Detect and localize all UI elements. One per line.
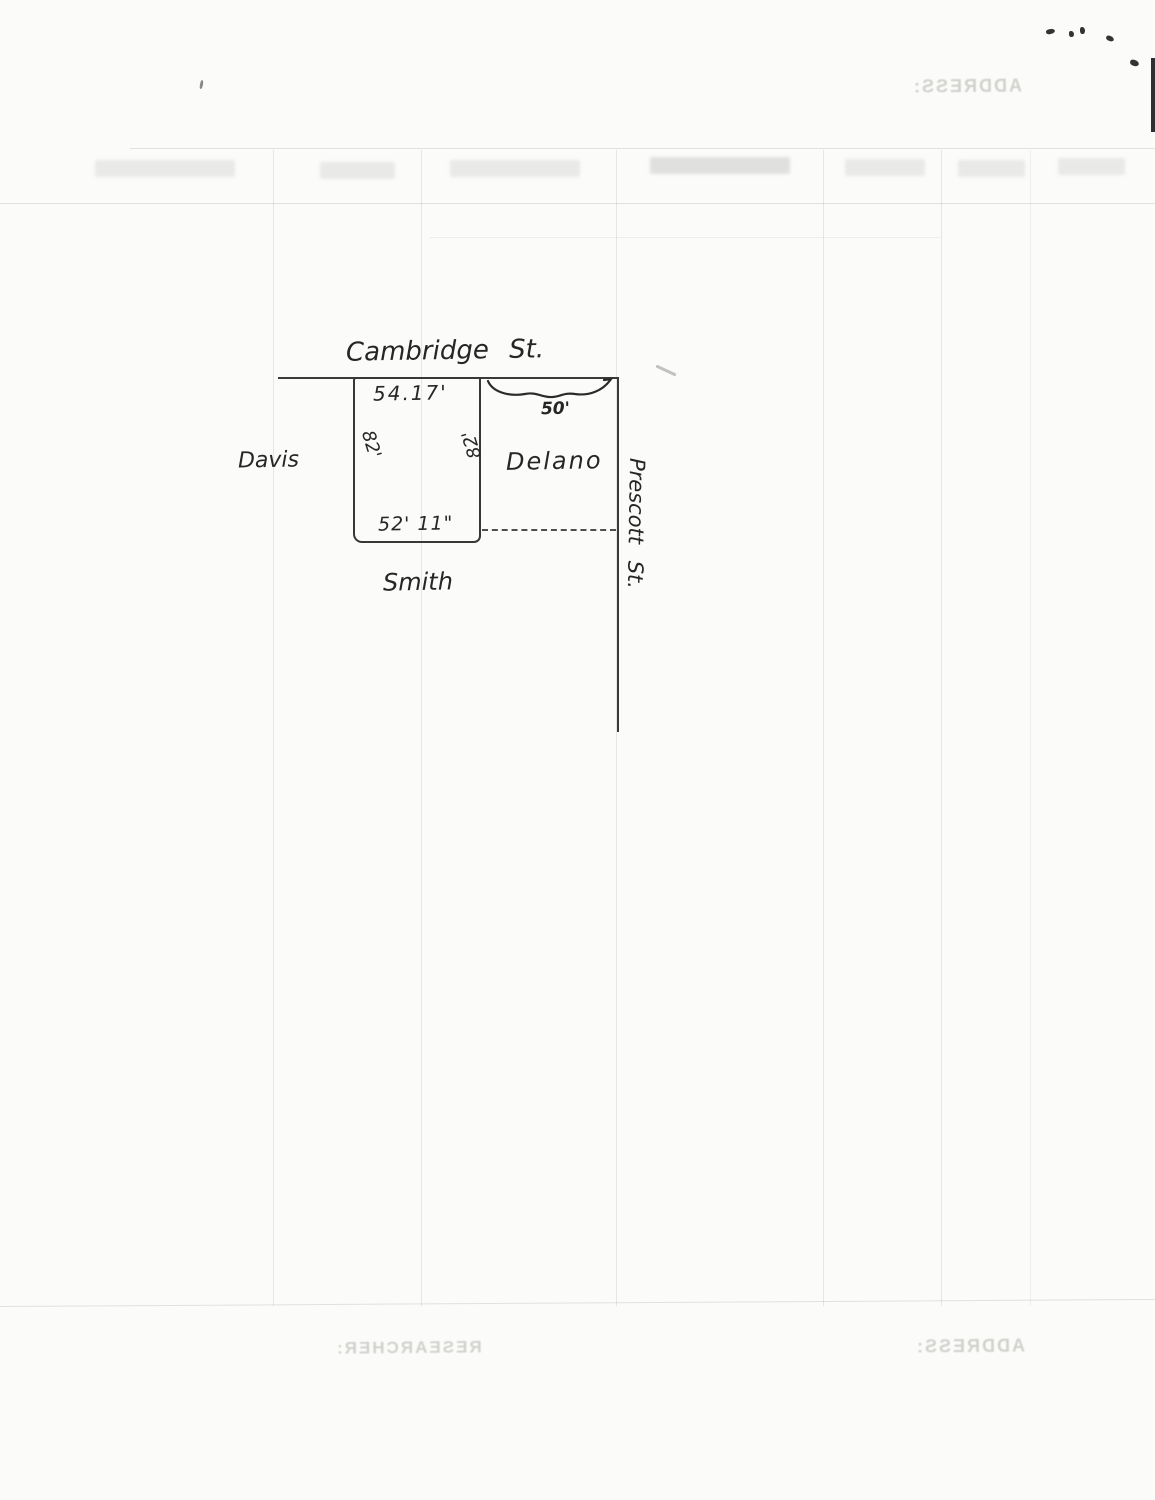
dimension-label-brace: 50' xyxy=(540,398,571,420)
boundary-dashed-line xyxy=(482,529,616,531)
owner-label-smith: Smith xyxy=(382,567,454,597)
form-column-line xyxy=(273,150,274,1306)
bleedthrough-smudge xyxy=(958,160,1025,177)
bleedthrough-smudge xyxy=(320,162,395,179)
ink-speck xyxy=(1080,27,1085,34)
street-label-prescott: Prescott St. xyxy=(622,457,650,590)
street-label-cambridge: Cambridge St. xyxy=(345,334,545,368)
pen-speck xyxy=(199,80,204,89)
bleedthrough-smudge xyxy=(1058,158,1125,175)
dimension-label-right: 82' xyxy=(457,428,487,461)
dimension-label-bottom: 52' 11" xyxy=(377,512,454,536)
dimension-label-left: 82' xyxy=(356,428,386,461)
form-header-rule-bottom xyxy=(0,203,1155,204)
form-sub-rule xyxy=(430,237,940,238)
form-column-line xyxy=(421,150,422,1306)
street-line-prescott xyxy=(617,377,619,732)
bleedthrough-address-bottom: ADDRESS: xyxy=(914,1335,1026,1357)
owner-label-delano: Delano xyxy=(505,446,603,476)
bleedthrough-smudge xyxy=(450,160,580,177)
ink-speck xyxy=(1046,28,1056,35)
bleedthrough-smudge xyxy=(650,157,790,174)
ink-speck xyxy=(1105,35,1114,42)
form-column-line xyxy=(823,150,824,1306)
bleedthrough-smudge xyxy=(95,160,235,177)
owner-label-davis: Davis xyxy=(237,447,300,474)
smudge-mark xyxy=(655,364,676,376)
bleedthrough-smudge xyxy=(845,159,925,176)
scan-edge-mark xyxy=(1151,58,1155,132)
bleedthrough-address-top: ADDRESS: xyxy=(911,75,1023,97)
ink-speck xyxy=(1129,59,1139,67)
ink-speck xyxy=(1069,31,1074,37)
form-footer-rule xyxy=(0,1299,1155,1307)
bleedthrough-researcher: RESEARCHER: xyxy=(334,1337,482,1358)
dimension-label-top: 54.17' xyxy=(372,380,448,406)
dimension-brace-curve xyxy=(485,374,615,402)
form-column-line xyxy=(941,150,942,1306)
form-column-line xyxy=(1030,150,1031,1306)
form-header-rule-top xyxy=(130,148,1155,149)
